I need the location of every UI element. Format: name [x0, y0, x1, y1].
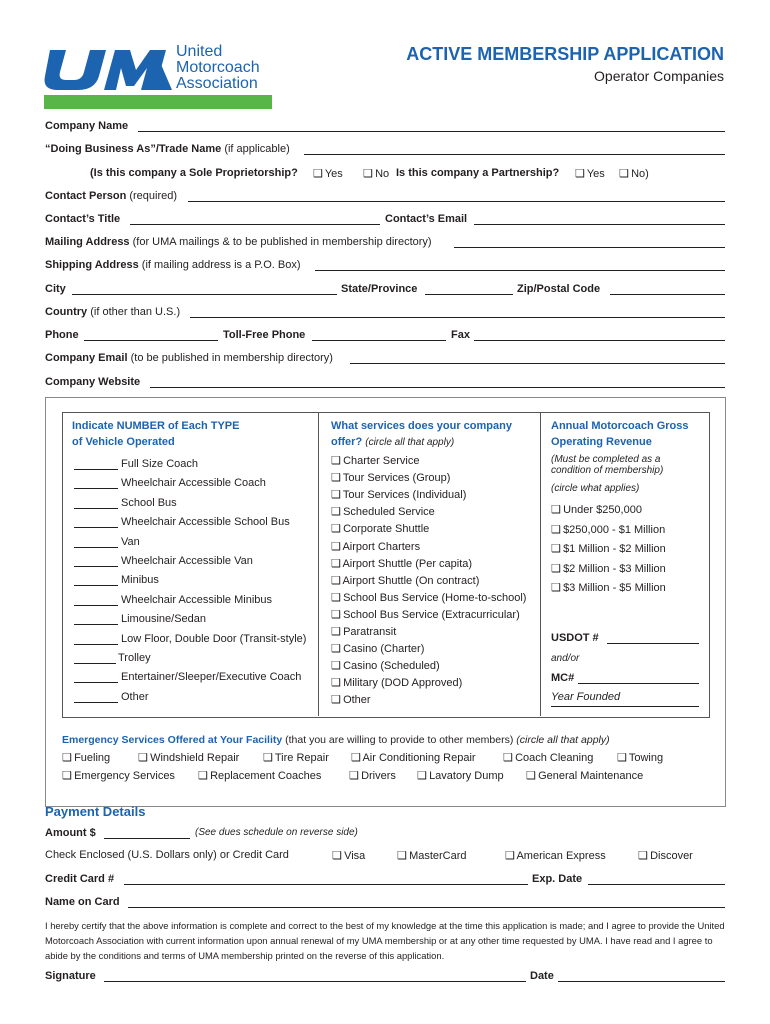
service-option-label: Charter Service: [343, 455, 420, 467]
fax-field[interactable]: [474, 340, 725, 341]
service-option-label: Airport Shuttle (Per capita): [342, 557, 473, 570]
revenue-heading: Annual Motorcoach Gross: [551, 420, 689, 432]
emergency-option[interactable]: [417, 769, 504, 782]
certification-text: I hereby certify that the above information is complete and correct to the best of my knowledge at the time this application is made; and I agree to provide the United Motorcoach Association with current information upon annual renewal of my UMA membership or at any other time requested by UMA. I have read and I agree to abide by the conditions and terms of UMA membership printed on the reverse of this application.: [45, 920, 725, 961]
checkbox-icon: ❑: [313, 168, 323, 180]
country-field[interactable]: [190, 317, 725, 318]
checkbox-icon: ❑: [417, 770, 427, 782]
vehicle-count-field[interactable]: [74, 605, 118, 606]
service-option-label: Other: [343, 694, 371, 707]
card-number-field[interactable]: [124, 884, 528, 885]
vehicle-count-field[interactable]: [74, 469, 118, 470]
services-heading: What services does your company: [331, 420, 512, 432]
page-title: ACTIVE MEMBERSHIP APPLICATION: [406, 44, 724, 64]
revenue-option[interactable]: [551, 581, 666, 594]
contact-person-label: Contact Person (required): [45, 190, 178, 202]
emergency-option[interactable]: [62, 769, 175, 782]
service-option-label: School Bus Service (Extracurricular): [343, 608, 520, 621]
emergency-option[interactable]: [198, 769, 321, 782]
vehicle-type-label: Trolley: [118, 652, 151, 664]
service-option-label: Corporate Shuttle: [343, 523, 430, 536]
revenue-option[interactable]: [551, 503, 642, 516]
amount-label: Amount $: [45, 827, 96, 839]
service-option[interactable]: [331, 522, 429, 535]
org-name: [176, 44, 260, 92]
emergency-option[interactable]: [349, 769, 396, 782]
revenue-note: (circle what applies): [551, 483, 640, 494]
card-option[interactable]: [638, 849, 693, 862]
emergency-option[interactable]: [526, 769, 643, 782]
emergency-option-label: Emergency Services: [74, 770, 175, 782]
checkbox-icon: ❑: [331, 489, 341, 502]
year-founded-label: Year Founded: [551, 691, 621, 703]
contact-title-label: Contact’s Title: [45, 213, 121, 225]
checkbox-icon: ❑: [331, 506, 341, 519]
phone-field[interactable]: [84, 340, 218, 341]
card-option[interactable]: [397, 849, 467, 862]
checkbox-icon: ❑: [331, 626, 341, 638]
checkbox-icon: ❑: [331, 608, 341, 621]
contact-person-field[interactable]: [188, 201, 725, 202]
service-option-label: Airport Charters: [342, 540, 421, 553]
checkbox-icon: ❑: [551, 543, 561, 555]
vehicle-type-label: Wheelchair Accessible School Bus: [121, 516, 290, 529]
partnership-question: Is this company a Partnership?: [396, 167, 560, 179]
revenue-option-label: $1 Million - $2 Million: [563, 543, 666, 555]
city-field[interactable]: [72, 294, 337, 295]
checkbox-icon: ❑: [331, 660, 341, 673]
card-option-label: American Express: [516, 850, 606, 862]
checkbox-icon: ❑: [526, 770, 536, 782]
date-label: Date: [530, 970, 554, 982]
service-option[interactable]: [331, 454, 419, 467]
checkbox-icon: ❑: [331, 540, 341, 553]
vehicle-count-field[interactable]: [74, 566, 118, 567]
divider: [318, 412, 319, 716]
checkbox-icon: ❑: [503, 752, 513, 764]
vehicle-count-field[interactable]: [74, 682, 118, 683]
checkbox-icon: ❑: [331, 591, 341, 604]
vehicle-type-label: Other: [121, 690, 149, 703]
usdot-label: USDOT #: [551, 632, 599, 644]
partnership-yes[interactable]: ❑ Yes: [575, 168, 605, 180]
company-email-field[interactable]: [350, 363, 725, 364]
divider: [540, 412, 541, 716]
checkbox-icon: ❑: [331, 557, 341, 570]
checkbox-icon: ❑: [331, 574, 341, 587]
checkbox-icon: ❑: [331, 455, 341, 467]
phone-label: Phone: [45, 329, 79, 341]
checkbox-icon: ❑: [551, 562, 561, 575]
dba-field[interactable]: [304, 154, 725, 155]
name-on-card-field[interactable]: [128, 907, 725, 908]
emergency-option-label: Fueling: [74, 752, 111, 764]
revenue-option-label: $2 Million - $3 Million: [563, 562, 666, 575]
mailing-address-field[interactable]: [454, 247, 725, 248]
revenue-option-label: $250,000 - $1 Million: [563, 523, 666, 536]
shipping-address-label: Shipping Address (if mailing address is a P.O. Box): [45, 259, 301, 271]
checkbox-icon: ❑: [363, 168, 373, 180]
card-option-label: Discover: [650, 850, 693, 862]
checkbox-icon: ❑: [332, 850, 342, 862]
vehicle-count-field[interactable]: [74, 488, 118, 489]
emergency-option[interactable]: [351, 751, 476, 764]
service-option[interactable]: [331, 659, 440, 672]
signature-field[interactable]: [104, 981, 526, 982]
mailing-address-label: Mailing Address (for UMA mailings & to be published in membership directory): [45, 236, 432, 248]
checkbox-icon: ❑: [331, 472, 341, 485]
service-option[interactable]: [331, 625, 396, 638]
service-option[interactable]: [331, 557, 472, 570]
andor-text: and/or: [551, 653, 580, 664]
checkbox-icon: ❑: [331, 694, 341, 707]
zip-label: Zip/Postal Code: [517, 283, 601, 295]
emergency-option-label: Drivers: [361, 770, 396, 782]
revenue-heading: Operating Revenue: [551, 436, 652, 448]
vehicle-type-label: Minibus: [121, 574, 159, 587]
company-name-label: Company Name: [45, 120, 129, 132]
emergency-option[interactable]: [263, 751, 329, 764]
checkbox-icon: ❑: [619, 168, 629, 180]
check-label: Check Enclosed (U.S. Dollars only) or Credit Card: [45, 849, 289, 861]
vehicle-type-label: Wheelchair Accessible Minibus: [121, 593, 273, 606]
revenue-note: condition of membership): [551, 465, 664, 476]
service-option[interactable]: [331, 591, 526, 604]
service-option-label: Scheduled Service: [343, 506, 435, 519]
logo-green-bar: [44, 95, 272, 109]
website-field[interactable]: [150, 387, 725, 388]
signature-label: Signature: [45, 970, 96, 982]
checkbox-icon: ❑: [551, 523, 561, 536]
vehicle-count-field[interactable]: [74, 644, 118, 645]
checkbox-icon: ❑: [551, 582, 561, 594]
revenue-option[interactable]: [551, 542, 666, 555]
vehicle-type-label: Wheelchair Accessible Van: [121, 555, 253, 567]
org-name-line: United: [176, 43, 223, 60]
mc-field[interactable]: [578, 683, 699, 684]
emergency-option-label: Coach Cleaning: [515, 752, 594, 764]
org-name-line: Motorcoach: [176, 59, 260, 76]
uma-logo-mark: [44, 44, 174, 92]
vehicles-heading: of Vehicle Operated: [72, 436, 175, 448]
vehicle-type-label: Low Floor, Double Door (Transit-style): [121, 632, 307, 645]
tollfree-label: Toll-Free Phone: [223, 329, 306, 341]
vehicle-count-field[interactable]: [74, 508, 118, 509]
emergency-option-label: General Maintenance: [538, 770, 644, 782]
service-option-label: Paratransit: [343, 626, 397, 638]
checkbox-icon: ❑: [263, 752, 273, 764]
checkbox-icon: ❑: [331, 643, 341, 656]
vehicle-type-label: Entertainer/Sleeper/Executive Coach: [121, 671, 302, 684]
vehicles-heading: Indicate NUMBER of Each TYPE: [72, 420, 240, 432]
vehicle-count-field[interactable]: [74, 624, 118, 625]
sole-prop-yes[interactable]: ❑ Yes: [313, 168, 343, 180]
city-label: City: [45, 283, 66, 295]
checkbox-icon: ❑: [505, 850, 515, 862]
website-label: Company Website: [45, 376, 141, 388]
checkbox-icon: ❑: [351, 752, 361, 764]
vehicle-type-label: Wheelchair Accessible Coach: [121, 477, 266, 490]
vehicle-count-field[interactable]: [74, 663, 116, 664]
checkbox-icon: ❑: [331, 677, 341, 690]
page-subtitle: Operator Companies: [594, 68, 724, 84]
card-option-label: Visa: [344, 850, 366, 862]
vehicle-type-label: Van: [121, 535, 140, 548]
service-option[interactable]: [331, 505, 435, 518]
checkbox-icon: ❑: [331, 523, 341, 536]
contact-email-label: Contact’s Email: [385, 213, 468, 225]
emergency-option-label: Air Conditioning Repair: [362, 752, 476, 764]
service-option-label: Casino (Scheduled): [343, 660, 440, 673]
checkbox-icon: ❑: [349, 770, 359, 782]
service-option[interactable]: [331, 574, 479, 587]
name-on-card-label: Name on Card: [45, 896, 120, 908]
shipping-address-field[interactable]: [315, 270, 725, 271]
checkbox-icon: ❑: [638, 850, 648, 862]
emergency-option[interactable]: [503, 751, 593, 764]
checkbox-icon: ❑: [617, 752, 627, 764]
vehicle-count-field[interactable]: [74, 702, 118, 703]
checkbox-icon: ❑: [62, 752, 72, 764]
emergency-option[interactable]: [617, 751, 663, 764]
vehicle-type-label: School Bus: [121, 496, 177, 509]
vehicle-count-field[interactable]: [74, 585, 118, 586]
service-option-label: School Bus Service (Home-to-school): [343, 591, 527, 604]
revenue-option-label: Under $250,000: [563, 504, 642, 516]
emergency-option-label: Tire Repair: [274, 752, 329, 764]
country-label: Country (if other than U.S.): [45, 306, 181, 318]
vehicle-type-label: Limousine/Sedan: [121, 613, 207, 626]
card-option-label: MasterCard: [409, 850, 467, 862]
checkbox-icon: ❑: [575, 168, 585, 180]
card-option[interactable]: [505, 849, 606, 862]
fax-label: Fax: [451, 329, 470, 341]
contact-email-field[interactable]: [474, 224, 725, 225]
amount-note: (See dues schedule on reverse side): [195, 827, 358, 838]
partnership-no[interactable]: ❑ No): [619, 168, 649, 180]
service-option-label: Military (DOD Approved): [343, 677, 463, 690]
service-option[interactable]: [331, 676, 462, 689]
service-option-label: Tour Services (Individual): [342, 489, 467, 502]
state-label: State/Province: [341, 283, 418, 295]
amount-field[interactable]: [104, 838, 190, 839]
tollfree-field[interactable]: [312, 340, 446, 341]
revenue-note: (Must be completed as a: [551, 454, 661, 465]
emergency-option-label: Lavatory Dump: [429, 770, 504, 782]
exp-date-field[interactable]: [588, 884, 725, 885]
dba-label: “Doing Business As”/Trade Name (if applicable): [45, 143, 290, 155]
checkbox-icon: ❑: [138, 752, 148, 764]
date-field[interactable]: [558, 981, 725, 982]
revenue-option[interactable]: [551, 562, 666, 575]
checkbox-icon: ❑: [62, 770, 72, 782]
exp-date-label: Exp. Date: [532, 873, 583, 885]
usdot-field[interactable]: [607, 643, 699, 644]
service-option[interactable]: [331, 693, 371, 706]
emergency-option[interactable]: [62, 751, 110, 764]
org-name-line: Association: [176, 75, 258, 92]
emergency-option-label: Windshield Repair: [150, 752, 240, 764]
service-option[interactable]: [331, 471, 450, 484]
vehicle-count-field[interactable]: [74, 547, 118, 548]
uma-logo: [44, 44, 272, 110]
service-option[interactable]: [331, 488, 466, 501]
payment-heading: Payment Details: [45, 804, 146, 819]
card-number-label: Credit Card #: [45, 873, 115, 885]
service-option-label: Tour Services (Group): [342, 472, 451, 485]
vehicle-type-label: Full Size Coach: [121, 458, 199, 470]
checkbox-icon: ❑: [397, 850, 407, 862]
service-option[interactable]: [331, 540, 420, 553]
company-email-label: Company Email (to be published in membership directory): [45, 352, 333, 364]
company-name-field[interactable]: [138, 131, 725, 132]
service-option[interactable]: [331, 642, 424, 655]
service-option-label: Airport Shuttle (On contract): [342, 574, 480, 587]
emergency-option-label: Replacement Coaches: [210, 770, 322, 782]
vehicle-count-field[interactable]: [74, 527, 118, 528]
mc-label: MC#: [551, 672, 575, 684]
service-option-label: Casino (Charter): [343, 643, 425, 656]
card-option[interactable]: [332, 849, 365, 862]
revenue-option[interactable]: [551, 523, 665, 536]
sole-prop-no[interactable]: ❑ No: [363, 168, 390, 180]
emergency-option-label: Towing: [628, 752, 664, 764]
service-option[interactable]: [331, 608, 520, 621]
zip-field[interactable]: [610, 294, 725, 295]
year-founded-field[interactable]: [551, 706, 699, 707]
services-heading: offer? (circle all that apply): [331, 436, 455, 448]
contact-title-field[interactable]: [130, 224, 380, 225]
checkbox-icon: ❑: [198, 770, 208, 782]
state-field[interactable]: [425, 294, 513, 295]
revenue-option-label: $3 Million - $5 Million: [563, 582, 666, 594]
emergency-heading: Emergency Services Offered at Your Facility (that you are willing to provide to other members) (circle all that apply): [62, 734, 610, 746]
emergency-option[interactable]: [138, 751, 239, 764]
sole-prop-question: (Is this company a Sole Proprietorship?: [90, 167, 298, 179]
checkbox-icon: ❑: [551, 504, 561, 516]
